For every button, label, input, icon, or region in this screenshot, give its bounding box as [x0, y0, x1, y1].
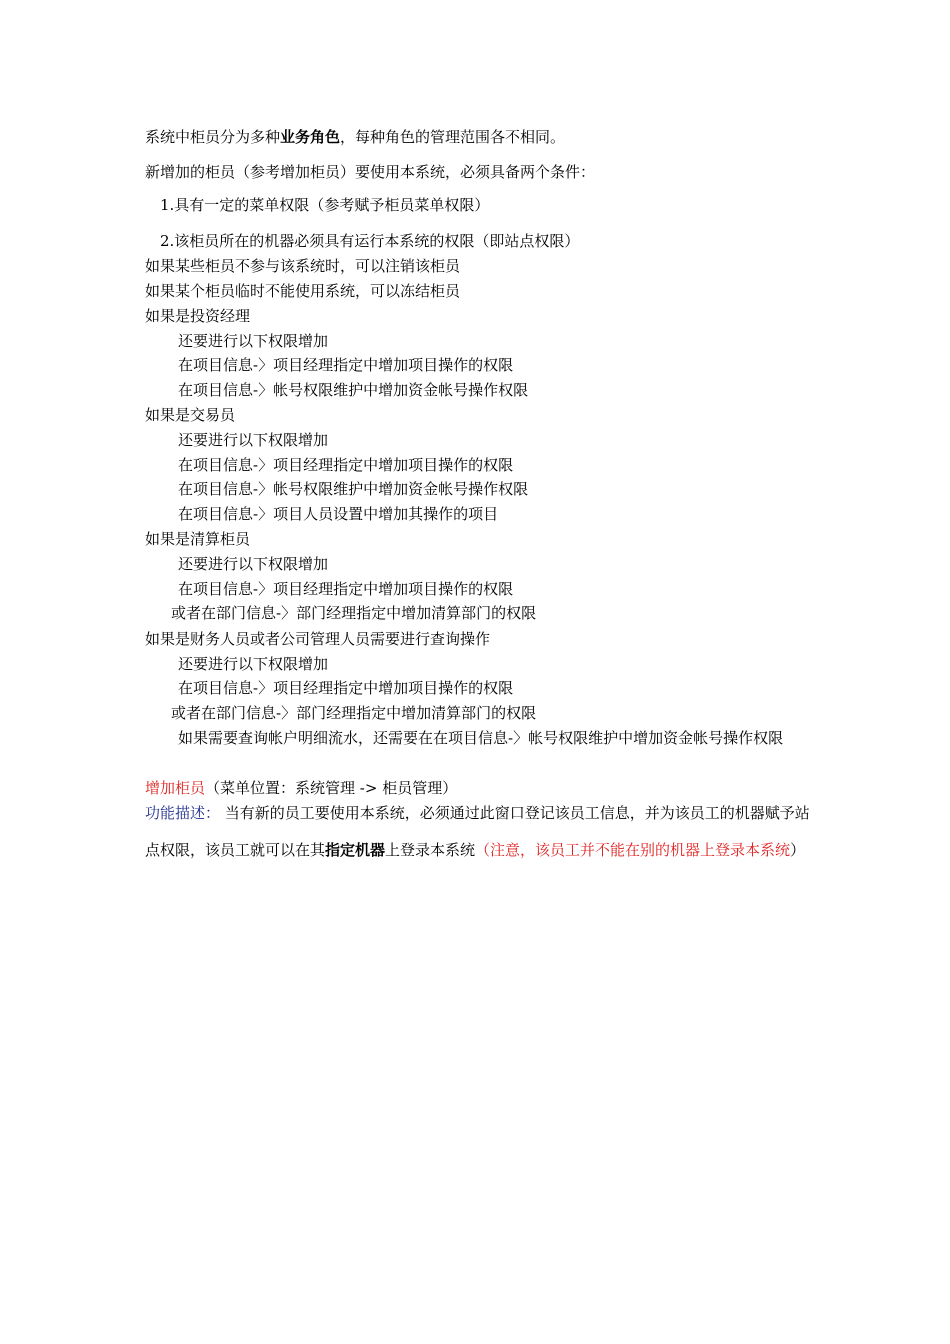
role-title-trader: 如果是交易员 [145, 406, 236, 424]
description-close: ） [790, 841, 806, 859]
designated-machine-emphasis: 指定机器 [325, 841, 386, 859]
function-description [145, 795, 810, 869]
section-heading: 增加柜员 [145, 779, 206, 797]
rule-cancel: 如果某些柜员不参与该系统时，可以注销该柜员 [145, 257, 461, 275]
role-step: 在项目信息-〉项目经理指定中增加项目操作的权限 [178, 456, 514, 474]
role-step: 在项目信息-〉项目经理指定中增加项目操作的权限 [178, 580, 514, 598]
intro-text: 系统中柜员分为多种 [145, 128, 281, 146]
role-step: 或者在部门信息-〉部门经理指定中增加清算部门的权限 [171, 604, 537, 622]
role-step: 在项目信息-〉帐号权限维护中增加资金帐号操作权限 [178, 480, 529, 498]
description-text-cont: 上登录本系统 [385, 841, 476, 859]
role-step: 还要进行以下权限增加 [178, 555, 329, 573]
intro-paragraph-1 [145, 125, 815, 150]
condition-2: 2.该柜员所在的机器必须具有运行本系统的权限（即站点权限） [160, 232, 580, 250]
rule-freeze: 如果某个柜员临时不能使用系统，可以冻结柜员 [145, 282, 461, 300]
role-step: 在项目信息-〉帐号权限维护中增加资金帐号操作权限 [178, 381, 529, 399]
description-text: 当有新的员工要使用本系统，必须通过此窗口登记该员工信息，并为该员工的机器赋予站点权限，该员工就可以在其 [145, 804, 810, 859]
role-title-finance-staff: 如果是财务人员或者公司管理人员需要进行查询操作 [145, 630, 491, 648]
role-extra-query-note: 如果需要查询帐户明细流水，还需要在在项目信息-〉帐号权限维护中增加资金帐号操作权限 [178, 729, 784, 747]
role-title-clearing-clerk: 如果是清算柜员 [145, 530, 251, 548]
intro-paragraph-2: 新增加的柜员（参考增加柜员）要使用本系统，必须具备两个条件： [145, 163, 596, 181]
role-step: 在项目信息-〉项目经理指定中增加项目操作的权限 [178, 356, 514, 374]
intro-text-end: ，每种角色的管理范围各不相同。 [340, 128, 566, 146]
role-step: 或者在部门信息-〉部门经理指定中增加清算部门的权限 [171, 704, 537, 722]
warning-note: （注意，该员工并不能在别的机器上登录本系统 [475, 841, 791, 859]
role-step: 在项目信息-〉项目经理指定中增加项目操作的权限 [178, 679, 514, 697]
function-description-label: 功能描述： [145, 804, 221, 822]
menu-location: （菜单位置：系统管理 -> 柜员管理） [205, 779, 458, 797]
business-role-emphasis: 业务角色 [280, 128, 341, 146]
role-step: 在项目信息-〉项目人员设置中增加其操作的项目 [178, 505, 499, 523]
role-step: 还要进行以下权限增加 [178, 655, 329, 673]
role-step: 还要进行以下权限增加 [178, 431, 329, 449]
condition-1: 1.具有一定的菜单权限（参考赋予柜员菜单权限） [160, 196, 490, 214]
role-title-investment-manager: 如果是投资经理 [145, 307, 251, 325]
role-step: 还要进行以下权限增加 [178, 332, 329, 350]
